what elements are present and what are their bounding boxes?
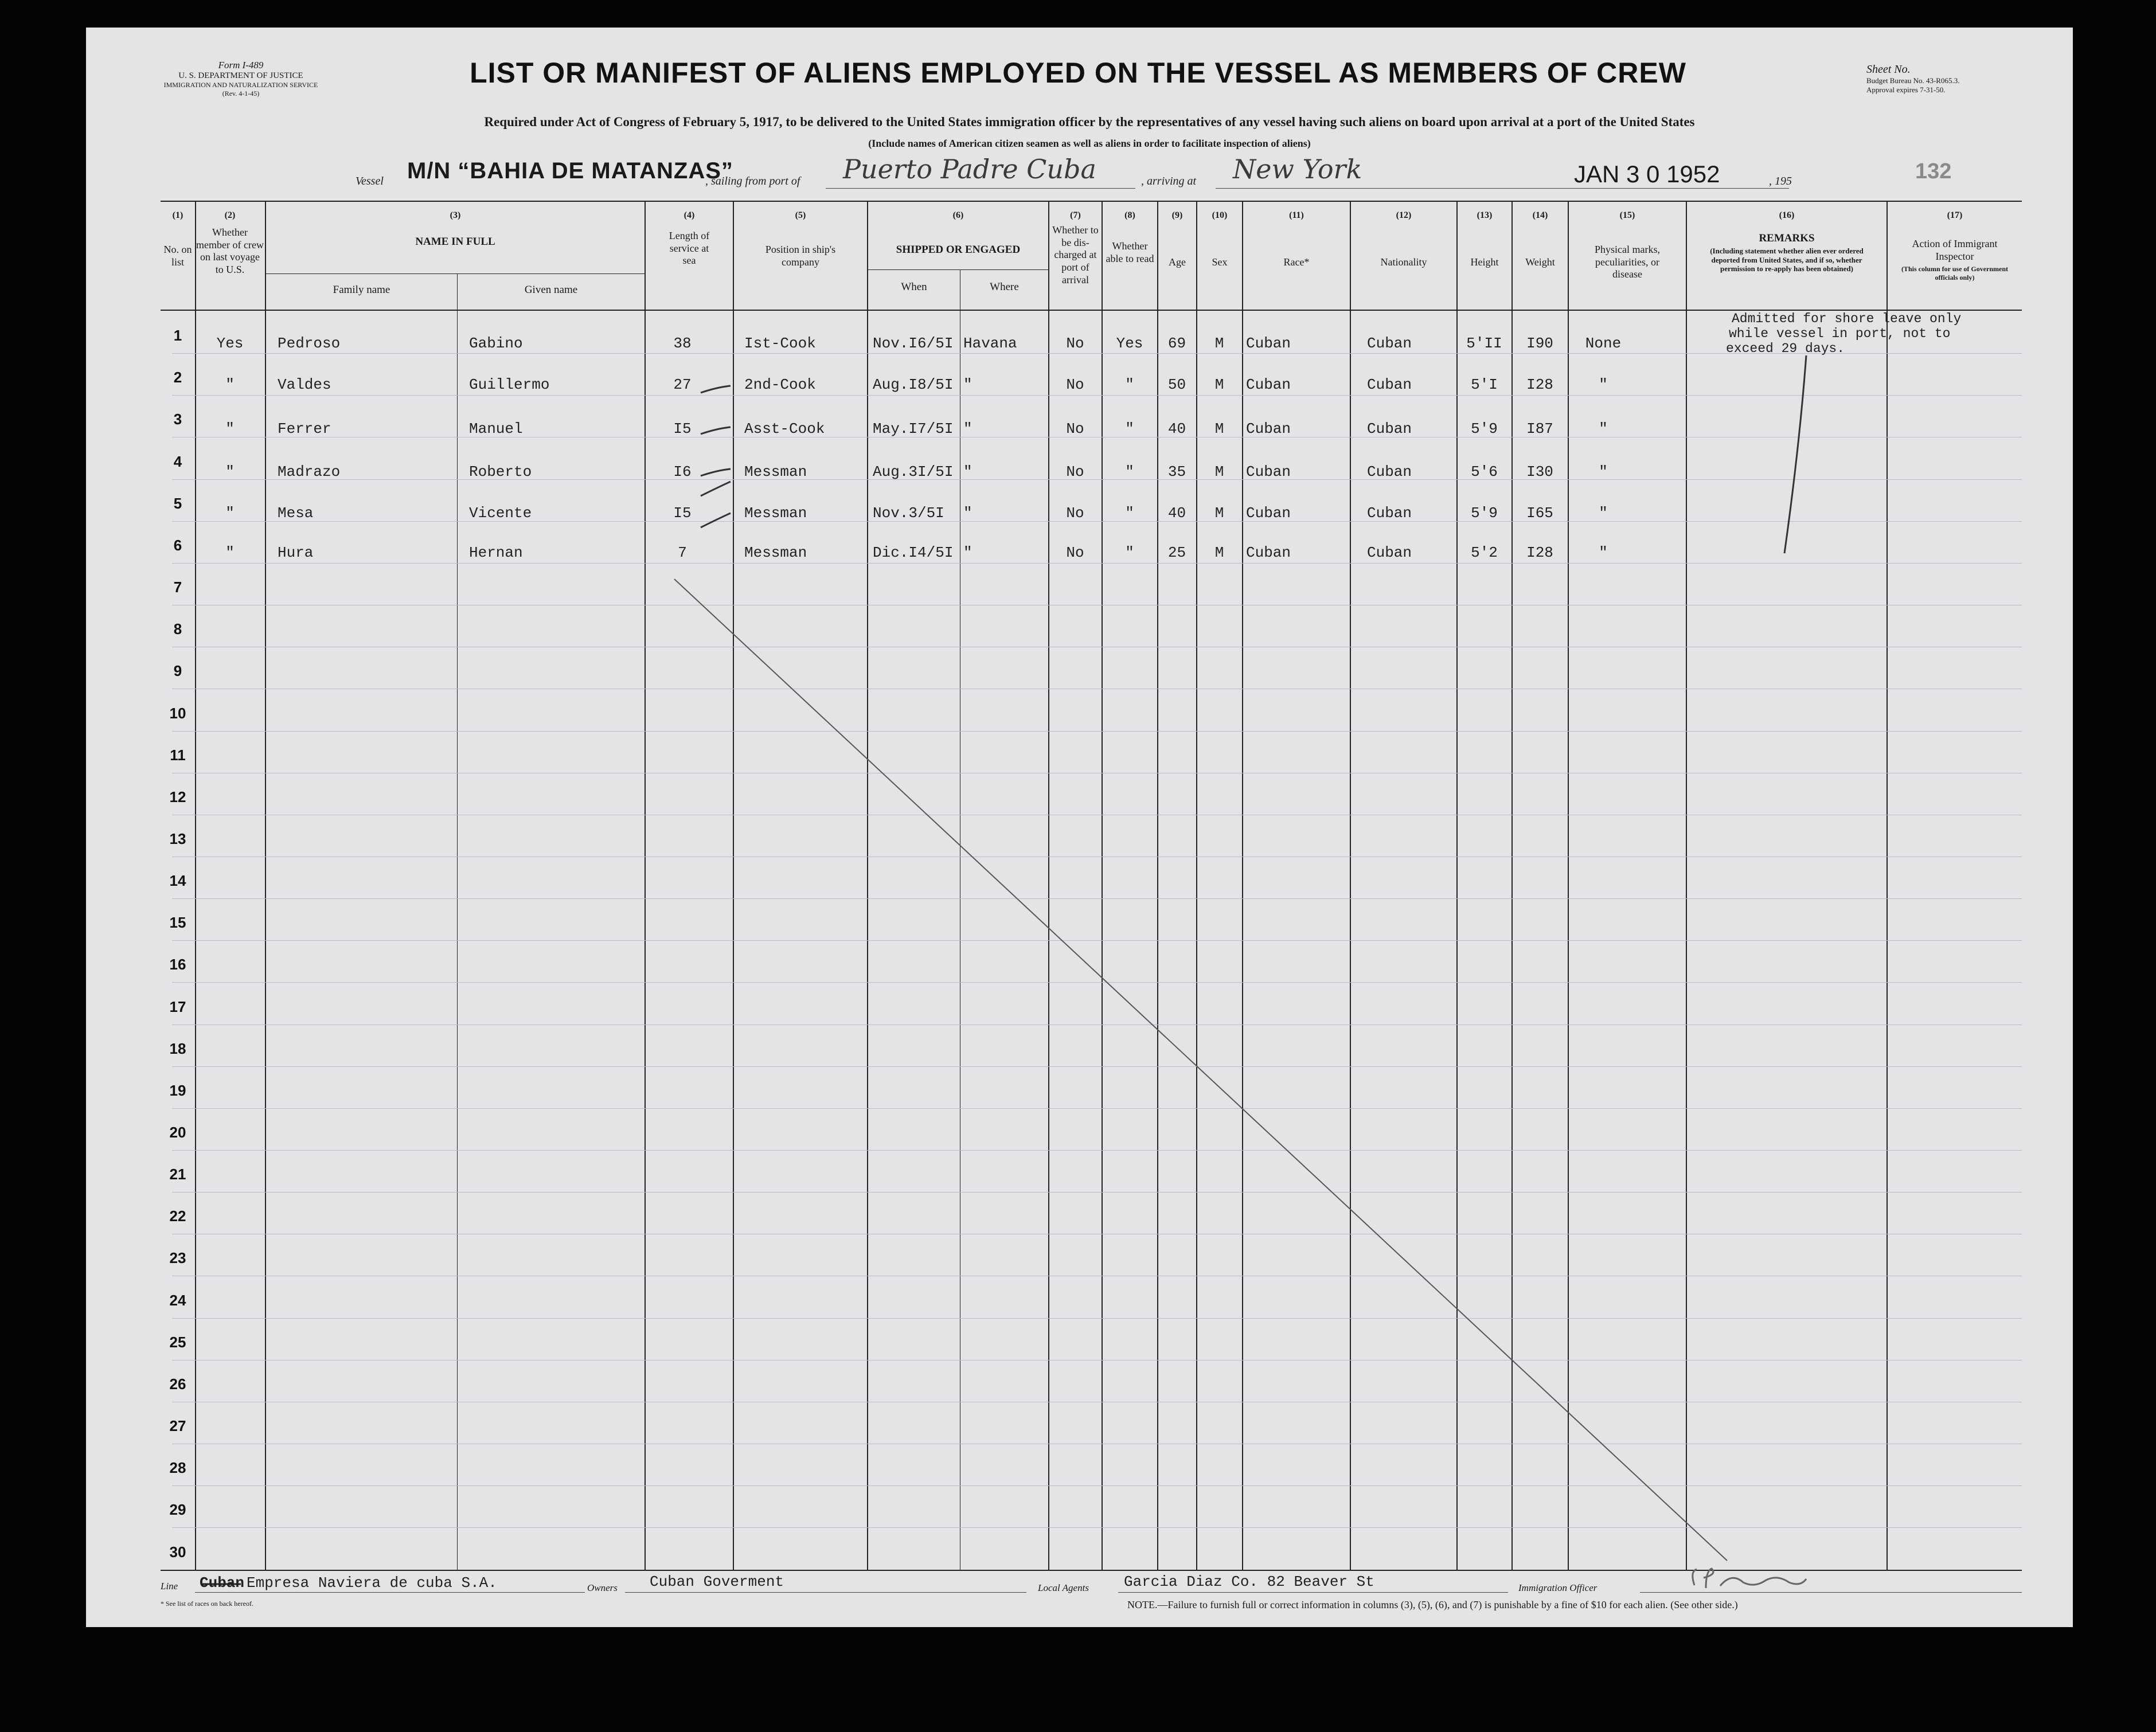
year-suffix: , 195 — [1769, 175, 1792, 187]
arriving-port: New York — [1233, 154, 1362, 185]
crew-cell-nationality: Cuban — [1366, 420, 1412, 437]
service-tick — [701, 427, 731, 434]
row-number: 8 — [173, 620, 182, 638]
remarks-line-3: exceed 29 days. — [1726, 341, 1845, 356]
service-tick — [701, 469, 731, 476]
crew-cell-nationality: Cuban — [1366, 376, 1412, 393]
header-col4: (4) Length of service at sea — [669, 210, 710, 267]
row-number: 15 — [169, 914, 186, 931]
crew-cell-given: Vicente — [469, 505, 532, 522]
crew-cell-where: " — [963, 544, 972, 561]
crew-cell-when: Aug.3I/5I — [873, 463, 954, 480]
crew-cell-when: Dic.I4/5I — [873, 544, 954, 561]
crew-cell-given: Gabino — [469, 335, 523, 352]
crew-cell-height: 5'9 — [1471, 505, 1498, 522]
crew-cell-family: Hura — [278, 544, 314, 561]
footer-owners-label: Owners — [587, 1582, 618, 1593]
row-number: 13 — [169, 830, 186, 847]
sailing-port: Puerto Padre Cuba — [843, 154, 1096, 185]
header-col9: (9) Age — [1169, 210, 1186, 268]
row-number: 20 — [169, 1124, 186, 1141]
header-col14: (14) Weight — [1525, 210, 1555, 268]
row-number: 5 — [173, 495, 182, 512]
crew-cell-read: Yes — [1116, 335, 1143, 352]
crew-cell-prior: " — [225, 463, 235, 480]
crew-cell-age: 40 — [1167, 420, 1186, 437]
header-col17: (17) Action of Immigrant Inspector (This column for use of Government officials only) — [1901, 210, 2009, 282]
crew-cell-weight: I65 — [1526, 505, 1553, 522]
crew-cell-race: Cuban — [1246, 335, 1291, 352]
crew-cell-height: 5'II — [1466, 335, 1502, 352]
crew-cell-race: Cuban — [1246, 544, 1291, 561]
service-tick — [701, 386, 731, 393]
vessel-name: M/N “BAHIA DE MATANZAS” — [407, 158, 733, 183]
subnote: (Include names of American citizen seamen as well as aliens in order to facilitate inspection of aliens) — [868, 138, 1311, 149]
crew-cell-marks: None — [1585, 335, 1622, 352]
crew-cell-read: " — [1125, 376, 1134, 393]
crew-cell-read: " — [1125, 420, 1134, 437]
vessel-label: Vessel — [356, 175, 384, 187]
row-number: 30 — [169, 1543, 186, 1561]
crew-cell-marks: " — [1599, 376, 1608, 393]
approval: Approval expires 7-31-50. — [1866, 85, 1946, 94]
row-number: 19 — [169, 1082, 186, 1099]
header-col3: (3) NAME IN FULL — [415, 210, 495, 248]
officer-signature — [1693, 1569, 1806, 1588]
crew-cell-service: 27 — [673, 376, 692, 393]
crew-cell-sex: M — [1214, 505, 1224, 522]
row-number: 7 — [173, 578, 182, 596]
crew-cell-position: Messman — [744, 463, 807, 480]
crew-cell-sex: M — [1214, 376, 1224, 393]
crew-cell-given: Hernan — [469, 544, 523, 561]
crew-cell-prior: " — [225, 420, 235, 437]
crew-cell-when: Nov.I6/5I — [873, 335, 954, 352]
row-number: 16 — [169, 956, 186, 973]
row-number: 2 — [173, 369, 182, 386]
crew-cell-race: Cuban — [1246, 463, 1291, 480]
crew-cell-read: " — [1125, 463, 1134, 480]
crew-cell-read: " — [1125, 544, 1134, 561]
row-number: 10 — [169, 705, 186, 722]
header-given-name: Given name — [524, 284, 578, 296]
crew-cell-discharged: No — [1066, 335, 1084, 352]
row-number: 18 — [169, 1040, 186, 1057]
crew-cell-read: " — [1125, 505, 1134, 522]
footer-officer-rule — [1640, 1592, 2022, 1593]
header-family-name: Family name — [333, 284, 390, 296]
crew-cell-age: 25 — [1167, 544, 1186, 561]
crew-cell-family: Madrazo — [278, 463, 341, 480]
crew-cell-service: 38 — [673, 335, 692, 352]
revision: (Rev. 4-1-45) — [222, 89, 260, 97]
row-number: 29 — [169, 1501, 186, 1518]
header-where: Where — [990, 281, 1019, 293]
crew-cell-marks: " — [1599, 544, 1608, 561]
footer-agents-rule — [1118, 1592, 1508, 1593]
diagonal-cancel-line — [674, 579, 1727, 1561]
header-col11: (11) Race* — [1283, 210, 1310, 268]
footer-line-rule — [195, 1592, 585, 1593]
header-col13: (13) Height — [1470, 210, 1499, 268]
crew-cell-service: 7 — [678, 544, 687, 561]
crew-cell-when: Nov.3/5I — [873, 505, 944, 522]
crew-cell-weight: I28 — [1526, 376, 1553, 393]
row-number: 26 — [169, 1375, 186, 1393]
header-col15: (15) Physical marks, peculiarities, or disease — [1595, 210, 1660, 280]
department: U. S. DEPARTMENT OF JUSTICE — [178, 71, 303, 80]
crew-cell-age: 50 — [1167, 376, 1186, 393]
row-number: 17 — [169, 998, 186, 1015]
crew-cell-discharged: No — [1066, 505, 1084, 522]
crew-cell-weight: I90 — [1526, 335, 1553, 352]
crew-cell-discharged: No — [1066, 544, 1084, 561]
crew-cell-family: Mesa — [278, 505, 314, 522]
row-number: 1 — [173, 327, 182, 344]
crew-cell-age: 35 — [1167, 463, 1186, 480]
header-col2: (2) Whether member of crew on last voyage to U.S. — [196, 210, 264, 275]
crew-cell-marks: " — [1599, 463, 1608, 480]
crew-cell-position: Ist-Cook — [744, 335, 816, 352]
row-number: 28 — [169, 1459, 186, 1476]
header-col1: (1) No. on list — [163, 210, 192, 268]
crew-cell-nationality: Cuban — [1366, 505, 1412, 522]
crew-cell-where: " — [963, 376, 972, 393]
crew-cell-where: " — [963, 505, 972, 522]
crew-cell-when: May.I7/5I — [873, 420, 954, 437]
crew-cell-discharged: No — [1066, 376, 1084, 393]
budget: Budget Bureau No. 43-R065.3. — [1866, 76, 1960, 85]
footer-owners-value: Cuban Goverment — [650, 1573, 784, 1590]
footer-line-label: Line — [161, 1581, 178, 1592]
crew-cell-weight: I87 — [1526, 420, 1553, 437]
crew-cell-prior: " — [225, 505, 235, 522]
crew-cell-height: 5'6 — [1471, 463, 1498, 480]
subtitle: Required under Act of Congress of February 5, 1917, to be delivered to the United States immigration officer by the representatives of any vessel having such aliens on board upon arrival at a port of the United States — [484, 115, 1695, 129]
footer-note: NOTE.—Failure to furnish full or correct information in columns (3), (5), (6), and (7) is punishable by a fine of $10 for each alien. (See other side.) — [1127, 1599, 1738, 1610]
service-tick — [701, 482, 731, 496]
crew-cell-race: Cuban — [1246, 420, 1291, 437]
sailing-label: , sailing from port of — [705, 175, 800, 187]
crew-cell-discharged: No — [1066, 420, 1084, 437]
page-stamp: 132 — [1915, 159, 1952, 183]
crew-cell-prior: " — [225, 376, 235, 393]
remarks-bracket-mark — [1784, 355, 1806, 553]
crew-cell-sex: M — [1214, 335, 1224, 352]
crew-cell-family: Ferrer — [278, 420, 331, 437]
crew-cell-sex: M — [1214, 544, 1224, 561]
crew-cell-nationality: Cuban — [1366, 463, 1412, 480]
crew-cell-sex: M — [1214, 420, 1224, 437]
form-number: Form I-489 — [218, 60, 264, 71]
footer-line-value: Empresa Naviera de cuba S.A. — [247, 1574, 497, 1592]
crew-cell-discharged: No — [1066, 463, 1084, 480]
crew-cell-marks: " — [1599, 505, 1608, 522]
crew-cell-sex: M — [1214, 463, 1224, 480]
crew-cell-race: Cuban — [1246, 376, 1291, 393]
remarks-line-2: while vessel in port, not to — [1729, 326, 1951, 341]
header-col12: (12) Nationality — [1380, 210, 1427, 268]
header-col10: (10) Sex — [1212, 210, 1228, 268]
header-col8: (8) Whether able to read — [1106, 210, 1154, 264]
crew-cell-prior: " — [225, 544, 235, 561]
row-number: 4 — [173, 453, 182, 470]
crew-cell-height: 5'I — [1471, 376, 1498, 393]
header-col6: (6) SHIPPED OR ENGAGED — [896, 210, 1021, 256]
footer-owners-rule — [625, 1592, 1026, 1593]
header-col7: (7) Whether to be dis-charged at port of arrival — [1052, 210, 1099, 286]
crew-cell-race: Cuban — [1246, 505, 1291, 522]
crew-cell-family: Valdes — [278, 376, 331, 393]
remarks-line-1: Admitted for shore leave only — [1732, 311, 1962, 326]
crew-cell-position: Asst-Cook — [744, 420, 825, 437]
row-number: 12 — [169, 788, 186, 806]
page-title: LIST OR MANIFEST OF ALIENS EMPLOYED ON THE VESSEL AS MEMBERS OF CREW — [470, 57, 1686, 89]
row-number: 3 — [173, 410, 182, 428]
date-stamp: JAN 3 0 1952 — [1574, 161, 1720, 187]
service: IMMIGRATION AND NATURALIZATION SERVICE — [163, 81, 318, 89]
service-tick — [701, 513, 731, 527]
row-number: 6 — [173, 537, 182, 554]
crew-cell-age: 69 — [1167, 335, 1186, 352]
crew-cell-when: Aug.I8/5I — [873, 376, 954, 393]
header-col5: (5) Position in ship's company — [765, 210, 836, 268]
crew-cell-position: 2nd-Cook — [744, 376, 816, 393]
row-number: 9 — [173, 662, 182, 679]
arriving-label: , arriving at — [1141, 175, 1197, 187]
crew-cell-marks: " — [1599, 420, 1608, 437]
row-number: 11 — [170, 746, 186, 764]
crew-cell-weight: I28 — [1526, 544, 1553, 561]
sheet-label: Sheet No. — [1866, 63, 1911, 76]
row-number: 24 — [169, 1292, 186, 1309]
crew-cell-given: Roberto — [469, 463, 532, 480]
crew-cell-where: Havana — [963, 335, 1017, 352]
crew-cell-nationality: Cuban — [1366, 335, 1412, 352]
crew-cell-family: Pedroso — [278, 335, 341, 352]
crew-cell-height: 5'9 — [1471, 420, 1498, 437]
crew-cell-where: " — [963, 420, 972, 437]
row-number: 22 — [169, 1207, 186, 1225]
crew-cell-position: Messman — [744, 505, 807, 522]
footer-officer-label: Immigration Officer — [1518, 1582, 1598, 1593]
footer-agents-value: Garcia Diaz Co. 82 Beaver St — [1124, 1573, 1374, 1590]
header-col16: (16) REMARKS (Including statement whether alien ever ordered deported from United States, and if so, whether permission to re-apply has been obtained) — [1710, 210, 1864, 273]
row-number: 14 — [169, 872, 186, 889]
crew-cell-position: Messman — [744, 544, 807, 561]
crew-cell-prior: Yes — [216, 335, 244, 352]
row-number: 21 — [169, 1166, 186, 1183]
crew-cell-service: I5 — [673, 505, 692, 522]
crew-cell-service: I6 — [673, 463, 692, 480]
crew-cell-given: Guillermo — [469, 376, 550, 393]
row-number: 23 — [169, 1249, 186, 1266]
crew-cell-age: 40 — [1167, 505, 1186, 522]
crew-cell-weight: I30 — [1526, 463, 1553, 480]
footer-agents-label: Local Agents — [1038, 1582, 1089, 1593]
crew-cell-service: I5 — [673, 420, 692, 437]
header-when: When — [901, 281, 927, 293]
crew-cell-height: 5'2 — [1471, 544, 1498, 561]
row-number: 27 — [169, 1417, 186, 1434]
races-note: * See list of races on back hereof. — [161, 1600, 253, 1608]
footer-line-struck: Cuban — [200, 1574, 245, 1592]
crew-cell-where: " — [963, 463, 972, 480]
crew-cell-nationality: Cuban — [1366, 544, 1412, 561]
crew-cell-given: Manuel — [469, 420, 523, 437]
row-number: 25 — [169, 1334, 186, 1351]
